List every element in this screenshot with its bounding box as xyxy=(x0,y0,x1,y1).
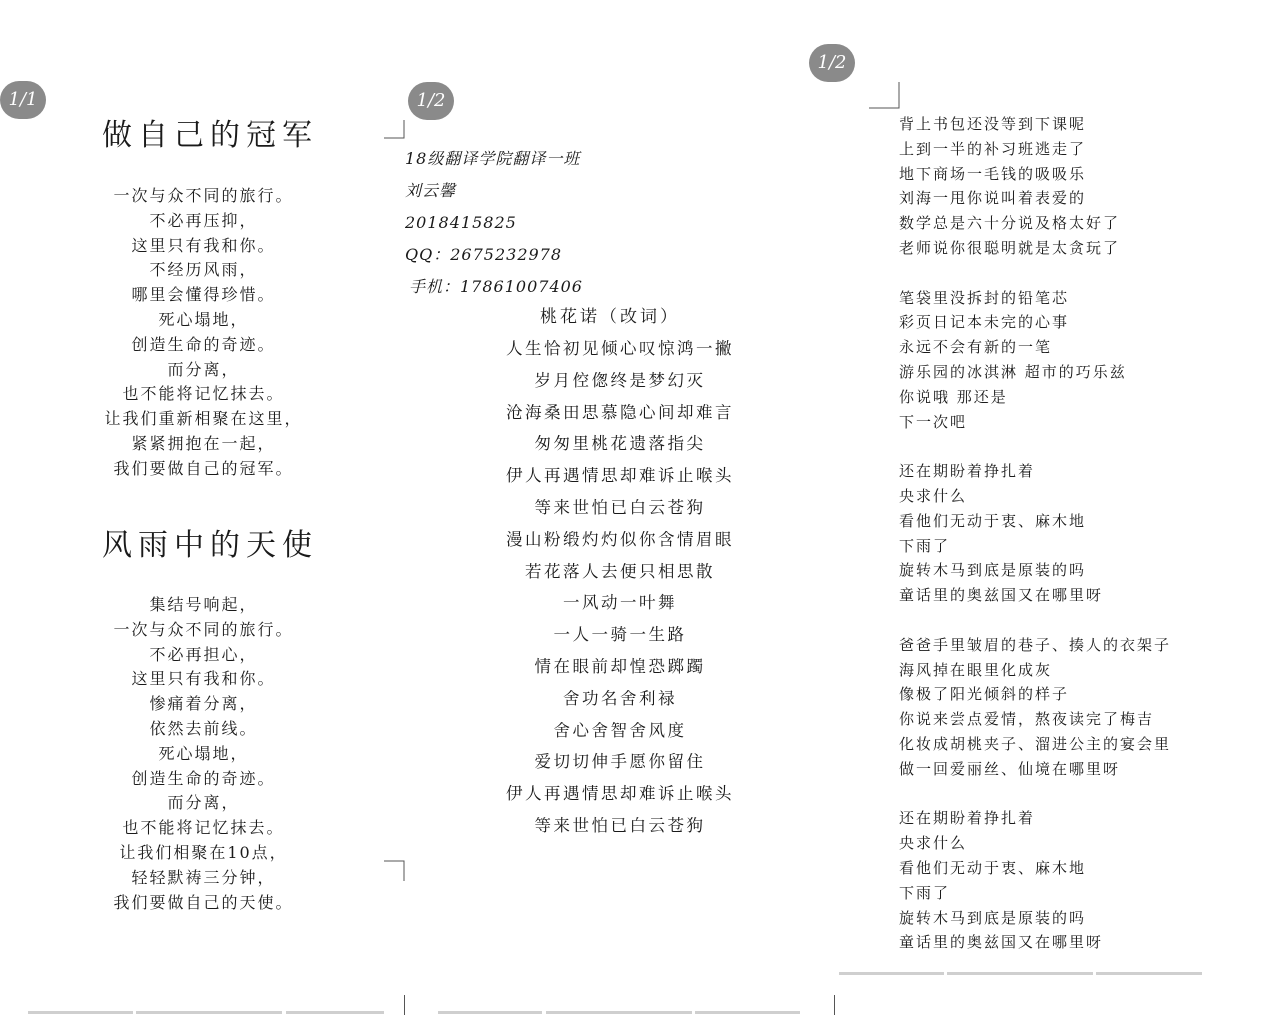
corner-mark xyxy=(869,82,901,110)
song-line: 情在眼前却惶恐踯躅 xyxy=(534,656,706,676)
song-title: 桃花诺（改词） xyxy=(540,307,680,327)
poem-line: 我们要做自己的天使。 xyxy=(113,892,294,912)
poem-line: 这里只有我和你。 xyxy=(131,669,276,689)
song-line: 爱切切伸手愿你留住 xyxy=(534,752,706,772)
info-line: QQ：2675232978 xyxy=(405,245,563,264)
poem-line: 惨痛着分离， xyxy=(149,694,258,714)
poem-line: 死心塌地， xyxy=(158,743,249,763)
corner-mark xyxy=(384,120,406,140)
poem-line: 我们要做自己的冠军。 xyxy=(113,458,294,478)
page-bottom-rule xyxy=(695,1011,800,1014)
info-line: 刘云馨 xyxy=(405,181,457,200)
stanza xyxy=(899,806,1259,955)
poem-line: 轻轻默祷三分钟， xyxy=(131,867,276,887)
poem-line: 不经历风雨， xyxy=(149,260,258,280)
right-page xyxy=(899,112,1259,955)
song-line: 伊人再遇情思却难诉止喉头 xyxy=(506,784,734,804)
poem-line: 让我们重新相聚在这里， xyxy=(104,409,303,429)
poem-line: 不必再压抑， xyxy=(149,210,258,230)
poem-line: 地下商场一毛钱的吸吸乐 xyxy=(899,164,1087,183)
page-bottom-rule xyxy=(947,972,1093,975)
song-line: 一风动一叶舞 xyxy=(563,593,677,613)
info-line: 手机：17861007406 xyxy=(409,277,583,296)
poem-title: 风雨中的天使 xyxy=(102,528,318,563)
poem-line: 老师说你很聪明就是太贪玩了 xyxy=(899,238,1121,257)
poem-line: 做一回爱丽丝、仙境在哪里呀 xyxy=(899,759,1121,778)
poem-body xyxy=(96,593,311,915)
poem-line: 死心塌地， xyxy=(158,309,249,329)
song-line: 人生恰初见倾心叹惊鸿一撇 xyxy=(506,339,734,358)
page-bottom-rule xyxy=(286,1011,384,1014)
poem-line: 集结号响起， xyxy=(149,595,258,614)
song-line: 伊人再遇情思却难诉止喉头 xyxy=(506,466,734,486)
song-line: 漫山粉缎灼灼似你含情眉眼 xyxy=(506,529,734,549)
author-info xyxy=(405,143,583,303)
poem-line: 而分离， xyxy=(167,793,240,813)
poem-line: 海风掉在眼里化成灰 xyxy=(899,660,1053,679)
poem-line: 像极了阳光倾斜的样子 xyxy=(899,685,1070,704)
poem-line: 化妆成胡桃夹子、溜进公主的宴会里 xyxy=(899,734,1172,753)
page-number-badge: 1/2 xyxy=(809,44,855,82)
page-bottom-rule xyxy=(839,972,944,975)
poem-body xyxy=(96,184,311,482)
poem-line: 看他们无动于衷、麻木地 xyxy=(899,511,1087,530)
poem-line: 央求什么 xyxy=(899,486,968,505)
stanza xyxy=(899,112,1259,261)
song-line: 舍心舍智舍风度 xyxy=(553,720,687,740)
page-divider-tick xyxy=(834,995,835,1015)
page-bottom-rule xyxy=(1096,972,1202,975)
page-bottom-rule xyxy=(546,1011,692,1014)
stanza xyxy=(899,286,1259,435)
poem-line: 依然去前线。 xyxy=(149,718,258,738)
poem-line: 也不能将记忆抹去。 xyxy=(122,818,285,838)
poem-line: 哪里会懂得珍惜。 xyxy=(131,285,276,305)
poem-line: 紧紧拥抱在一起， xyxy=(131,433,276,453)
page-bottom-rule xyxy=(28,1011,133,1014)
poem-line: 还在期盼着挣扎着 xyxy=(899,809,1036,828)
poem-line: 笔袋里没拆封的铅笔芯 xyxy=(899,288,1070,307)
poem-line: 一次与众不同的旅行。 xyxy=(113,619,294,639)
song-line: 等来世怕已白云苍狗 xyxy=(534,497,706,517)
poem-line: 看他们无动于衷、麻木地 xyxy=(899,858,1087,877)
page-divider-tick xyxy=(404,995,405,1015)
poem-line: 下雨了 xyxy=(899,536,951,555)
stanza xyxy=(899,459,1259,608)
song-line: 岁月倥偬终是梦幻灭 xyxy=(534,370,706,390)
poem-line: 下雨了 xyxy=(899,883,951,902)
poem-line: 彩页日记本未完的心事 xyxy=(899,313,1070,332)
poem-line: 一次与众不同的旅行。 xyxy=(113,186,294,205)
poem-line: 让我们相聚在10点， xyxy=(119,842,288,862)
poem-line: 永远不会有新的一笔 xyxy=(899,338,1053,357)
page-bottom-rule xyxy=(438,1011,542,1014)
poem-line: 上到一半的补习班逃走了 xyxy=(899,139,1087,158)
poem-line: 数学总是六十分说及格太好了 xyxy=(899,214,1121,233)
stanza xyxy=(899,633,1259,782)
poem-line: 童话里的奥兹国又在哪里呀 xyxy=(899,586,1104,605)
song-line: 沧海桑田思慕隐心间却难言 xyxy=(506,402,734,422)
page-bottom-rule xyxy=(136,1011,282,1014)
poem-line: 背上书包还没等到下课呢 xyxy=(899,115,1087,133)
poem-line: 爸爸手里皱眉的巷子、揍人的衣架子 xyxy=(899,635,1172,654)
poem-line: 旋转木马到底是原装的吗 xyxy=(899,908,1087,927)
poem-line: 下一次吧 xyxy=(899,412,968,431)
poem-line: 这里只有我和你。 xyxy=(131,235,276,255)
poem-line: 也不能将记忆抹去。 xyxy=(122,384,285,404)
info-line: 18级翻译学院翻译一班 xyxy=(405,149,581,168)
info-line: 2018415825 xyxy=(405,213,517,232)
corner-mark xyxy=(384,860,406,882)
poem-line: 而分离， xyxy=(167,359,240,379)
song-line: 匆匆里桃花遗落指尖 xyxy=(534,434,706,454)
song-body xyxy=(420,333,820,842)
poem-line: 旋转木马到底是原装的吗 xyxy=(899,561,1087,580)
poem-line: 你说哦 那还是 xyxy=(899,387,1008,406)
song-line: 舍功名舍利禄 xyxy=(563,688,677,708)
poem-line: 创造生命的奇迹。 xyxy=(131,768,276,788)
song-line: 等来世怕已白云苍狗 xyxy=(534,815,706,835)
poem-line: 游乐园的冰淇淋 超市的巧乐兹 xyxy=(899,362,1127,381)
poem-line: 央求什么 xyxy=(899,834,968,853)
page-number-badge: 1/2 xyxy=(408,82,454,120)
poem-line: 还在期盼着挣扎着 xyxy=(899,462,1036,481)
page-number-badge: 1/1 xyxy=(0,81,46,119)
song-line: 若花落人去便只相思散 xyxy=(525,561,715,581)
poem-title: 做自己的冠军 xyxy=(102,118,318,153)
song-line: 一人一骑一生路 xyxy=(553,625,687,645)
poem-line: 创造生命的奇迹。 xyxy=(131,334,276,354)
poem-line: 童话里的奥兹国又在哪里呀 xyxy=(899,933,1104,952)
poem-line: 刘海一甩你说叫着表爱的 xyxy=(899,189,1087,208)
poem-line: 不必再担心， xyxy=(149,644,258,664)
poem-line: 你说来尝点爱情，熬夜读完了梅吉 xyxy=(899,710,1155,729)
